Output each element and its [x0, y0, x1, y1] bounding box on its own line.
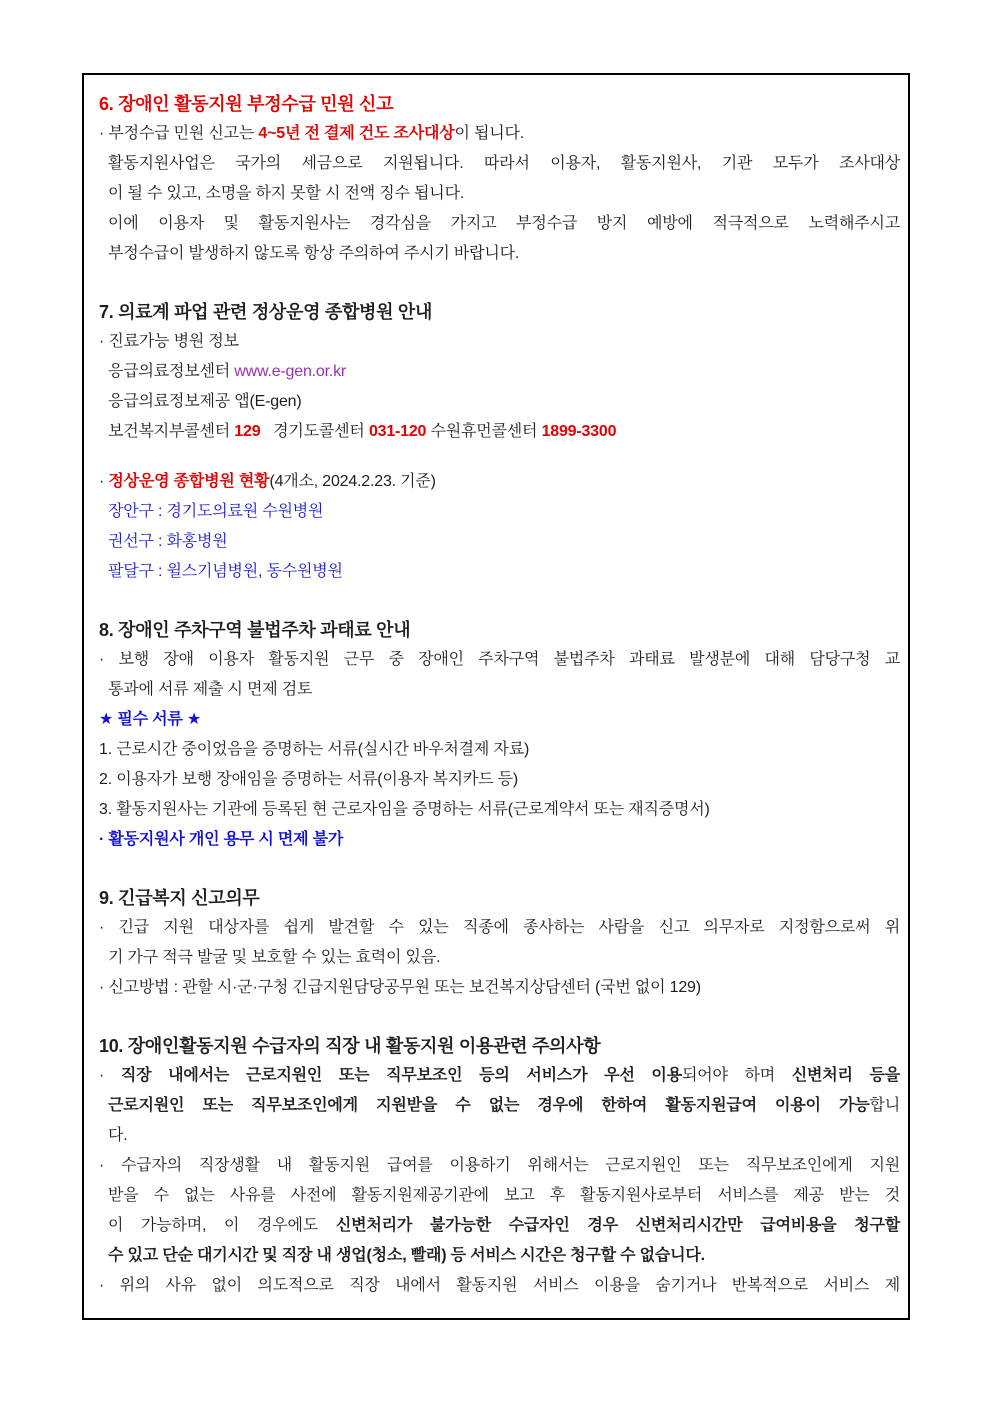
- text-segment: · 활동지원사 개인 용무 시 면제 불가: [99, 831, 344, 848]
- text-line: [99, 913, 900, 943]
- section-workplace-usage-title: 10. 장애인활동지원 수급자의 직장 내 활동지원 이용관련 주의사항: [99, 1036, 601, 1056]
- text-segment: 이에 이용자 및 활동지원사는 경각심을 가지고 부정수급 방지 예방에 적극적으로 노력해주시고: [108, 215, 900, 232]
- text-segment: 3. 활동지원사는 기관에 등록된 현 근로자임을 증명하는 서류(근로계약서 또는 재직증명서): [99, 801, 710, 818]
- text-segment: 이 가능하며, 이 경우에도: [108, 1217, 336, 1234]
- text-segment: 031-120: [368, 423, 427, 440]
- text-line: [99, 1061, 900, 1091]
- text-line: [99, 1151, 900, 1181]
- text-segment: 합니: [869, 1097, 900, 1114]
- text-segment: 받을 수 없는 사유를 사전에 활동지원제공기관에 보고 후 활동지원사로부터 서비스를 제공 받는 것: [108, 1187, 900, 1204]
- text-line: [99, 1211, 900, 1241]
- e-gen-url-link[interactable]: www.e-gen.or.kr: [234, 363, 347, 380]
- text-segment: · 부정수급 민원 신고는: [99, 125, 259, 142]
- section-parking-fine-lines: [99, 645, 900, 855]
- text-line: [99, 825, 900, 855]
- text-line: [99, 327, 900, 357]
- text-line: [99, 675, 900, 705]
- section-emergency-welfare-title: 9. 긴급복지 신고의무: [99, 888, 260, 908]
- text-segment: · 위의 사유 없이 의도적으로 직장 내에서 활동지원 서비스 이용을 숨기거나 반복적으로 서비스 제: [99, 1277, 900, 1294]
- section-fraud-report: [99, 89, 900, 269]
- text-line: [99, 943, 900, 973]
- section-parking-fine: [99, 615, 900, 855]
- text-line: [99, 1091, 900, 1121]
- text-segment: ·: [99, 473, 109, 490]
- text-segment: 신변처리 등을: [791, 1067, 900, 1084]
- text-line: [99, 149, 900, 179]
- text-line: [99, 1271, 900, 1301]
- text-line: [99, 497, 900, 527]
- text-segment: 신변처리가 불가능한 수급자인 경우 신변처리시간만 급여비용을 청구할: [335, 1217, 900, 1234]
- text-segment: ★ 필수 서류 ★: [99, 711, 202, 728]
- text-segment: 이 됩니다.: [454, 125, 525, 142]
- text-segment: 이 될 수 있고, 소명을 하지 못할 시 전액 징수 됩니다.: [108, 185, 465, 202]
- section-fraud-report-lines: [99, 119, 900, 269]
- text-segment: 응급의료정보제공 앱(E-gen): [108, 393, 302, 410]
- text-segment: (4개소, 2024.2.23. 기준): [269, 473, 436, 490]
- text-segment: 다.: [108, 1127, 128, 1144]
- text-segment: 4~5년 전 결제 건도 조사대상: [258, 125, 455, 142]
- text-segment: 1. 근로시간 중이었음을 증명하는 서류(실시간 바우처결제 자료): [99, 741, 530, 758]
- text-line: [99, 119, 900, 149]
- text-segment: 응급의료정보센터: [108, 363, 235, 380]
- text-segment: 팔달구 : 윌스기념병원, 동수원병원: [108, 563, 343, 580]
- text-line: [99, 209, 900, 239]
- text-segment: · 보행 장애 이용자 활동지원 근무 중 장애인 주차구역 불법주차 과태료 발생분에 대해 담당구청 교: [99, 651, 900, 668]
- text-line: [99, 1241, 900, 1271]
- text-segment: 129: [234, 423, 261, 440]
- text-segment: 경기도콜센터: [260, 423, 369, 440]
- text-line: [99, 357, 900, 387]
- section-hospital-info: [99, 297, 900, 587]
- text-segment: 활동지원사업은 국가의 세금으로 지원됩니다. 따라서 이용자, 활동지원사, 기관 모두가 조사대상: [108, 155, 900, 172]
- text-segment: · 신고방법 : 관할 시·군·구청 긴급지원담당공무원 또는 보건복지상담센터 (국번 없이 129): [99, 979, 701, 996]
- text-segment: 2. 이용자가 보행 장애임을 증명하는 서류(이용자 복지카드 등): [99, 771, 519, 788]
- section-workplace-usage: [99, 1031, 900, 1301]
- section-parking-fine-title: 8. 장애인 주차구역 불법주차 과태료 안내: [99, 620, 411, 640]
- section-hospital-info-lines: [99, 327, 900, 587]
- text-segment: · 진료가능 병원 정보: [99, 333, 239, 350]
- text-line: [99, 765, 900, 795]
- text-line: [99, 795, 900, 825]
- text-segment: 장안구 : 경기도의료원 수원병원: [108, 503, 324, 520]
- text-segment: 수 있고 단순 대기시간 및 직장 내 생업(청소, 빨래) 등 서비스 시간은 청구할 수 없습니다.: [108, 1247, 705, 1264]
- text-segment: 근로지원인 또는 직무보조인에게 지원받을 수 없는 경우에 한하여 활동지원급여 이용이 가능: [108, 1097, 870, 1114]
- text-segment: 부정수급이 발생하지 않도록 항상 주의하여 주시기 바랍니다.: [108, 245, 520, 262]
- text-line: [99, 1121, 900, 1151]
- section-emergency-welfare: [99, 883, 900, 1003]
- text-line: [99, 179, 900, 209]
- text-segment: · 긴급 지원 대상자를 쉽게 발견할 수 있는 직종에 종사하는 사람을 신고 의무자로 지정함으로써 위: [99, 919, 900, 936]
- text-line: [99, 467, 900, 497]
- text-segment: 정상운영 종합병원 현황: [108, 473, 270, 490]
- text-segment: 기 가구 적극 발굴 및 보호할 수 있는 효력이 있음.: [108, 949, 441, 966]
- section-fraud-report-title: 6. 장애인 활동지원 부정수급 민원 신고: [99, 94, 394, 114]
- section-emergency-welfare-lines: [99, 913, 900, 1003]
- text-segment: 수원휴먼콜센터: [426, 423, 542, 440]
- text-line: [99, 417, 900, 447]
- text-line: [99, 645, 900, 675]
- text-line: [99, 735, 900, 765]
- text-line: [99, 387, 900, 417]
- text-segment: · 수급자의 직장생활 내 활동지원 급여를 이용하기 위해서는 근로지원인 또는 직무보조인에게 지원: [99, 1157, 900, 1174]
- text-line: [99, 557, 900, 587]
- notice-document-box: [82, 73, 910, 1320]
- text-segment: 직장 내에서는 근로지원인 또는 직무보조인 등의 서비스가 우선 이용: [120, 1067, 682, 1084]
- text-line: [99, 239, 900, 269]
- text-segment: 되어야 하며: [681, 1067, 792, 1084]
- text-segment: 통과에 서류 제출 시 면제 검토: [108, 681, 313, 698]
- text-segment: ·: [99, 1067, 121, 1084]
- text-segment: 권선구 : 화홍병원: [108, 533, 228, 550]
- text-line: [99, 1181, 900, 1211]
- text-segment: 1899-3300: [541, 423, 617, 440]
- text-segment: 보건복지부콜센터: [108, 423, 235, 440]
- section-workplace-usage-lines: [99, 1061, 900, 1301]
- text-line: [99, 527, 900, 557]
- text-line: [99, 973, 900, 1003]
- section-hospital-info-title: 7. 의료계 파업 관련 정상운영 종합병원 안내: [99, 302, 433, 322]
- text-line: [99, 705, 900, 735]
